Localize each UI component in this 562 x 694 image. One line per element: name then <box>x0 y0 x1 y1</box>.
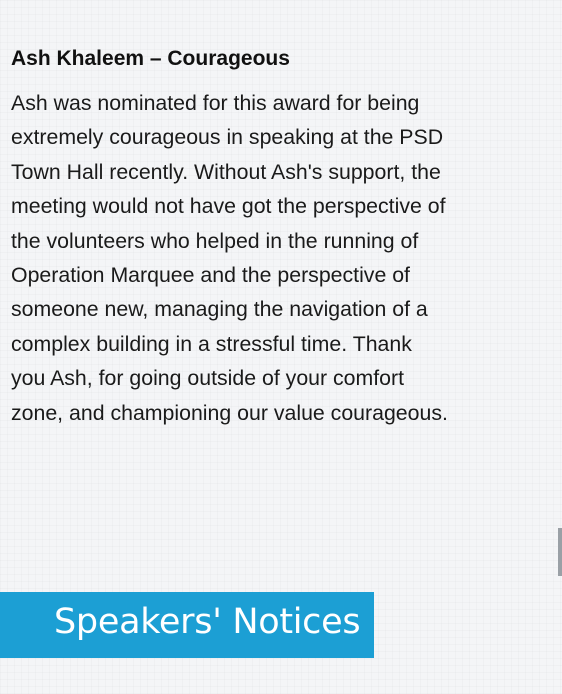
article-body-line: the volunteers who helped in the running of <box>11 228 419 253</box>
section-banner <box>0 592 374 658</box>
article-body-line: complex building in a stressful time. Thank <box>11 331 412 356</box>
article-body-line: Ash was nominated for this award for being <box>11 91 420 115</box>
award-article <box>11 44 556 430</box>
article-body <box>11 86 556 430</box>
article-body-line: Operation Marquee and the perspective of <box>11 263 410 288</box>
article-body-line: Town Hall recently. Without Ash's support, the <box>11 159 441 184</box>
article-body-line: meeting would not have got the perspective of <box>11 194 446 219</box>
article-body-line: extremely courageous in speaking at the PSD <box>11 125 444 150</box>
section-banner-label: Speakers' Notices <box>54 602 361 642</box>
scroll-indicator <box>558 528 562 576</box>
article-body-line: you Ash, for going outside of your comfort <box>11 366 405 391</box>
article-body-line: zone, and championing our value courageous. <box>11 400 448 425</box>
article-title: Ash Khaleem – Courageous <box>11 47 290 70</box>
article-body-line: someone new, managing the navigation of a <box>11 297 428 322</box>
